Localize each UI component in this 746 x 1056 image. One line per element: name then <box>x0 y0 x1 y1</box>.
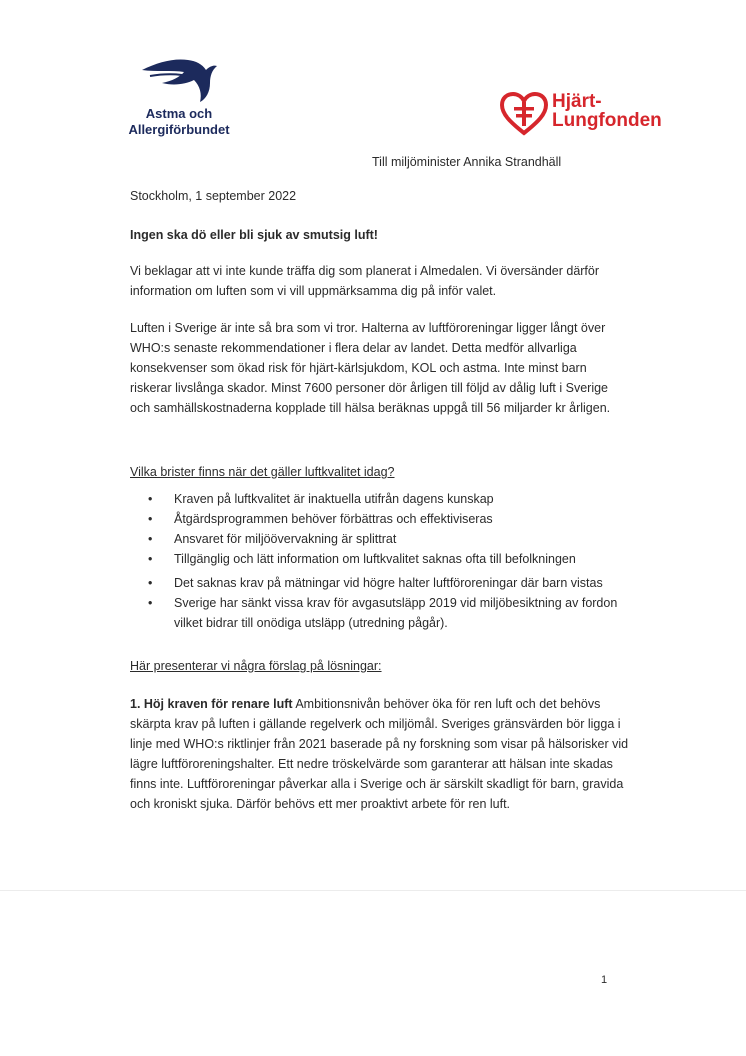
proposal-1-heading: 1. Höj kraven för renare luft <box>130 697 293 711</box>
hjart-lungfonden-logo <box>500 92 680 138</box>
right-logo-line2: Lungfonden <box>552 110 662 131</box>
bullet-icon: • <box>148 596 153 610</box>
bullet-icon: • <box>148 512 153 526</box>
letter-date: Stockholm, 1 september 2022 <box>130 189 297 203</box>
problems-section-title: Vilka brister finns när det gäller luftkvalitet idag? <box>130 465 395 479</box>
bullet-icon: • <box>148 552 153 566</box>
proposal-1-text: Ambitionsnivån behöver öka för ren luft och det behövs skärpta krav på luften i gällande regelverk och miljömål. Sveriges gränsvärden bör ligga i linje med WHO:s riktlinjer från 2021 baserade på ny forskning som visar på hälsorisker vid lägre luftföroreningshalter. Ett nedre tröskelvärde som garanterar att hälsan inte skadas finns inte. Luftföroreningar påverkar alla i Sverige och är särskilt skadligt för barn, gravida och kroniskt sjuka. Därför behövs ett mer proaktivt arbete för ren luft. <box>130 697 629 811</box>
page-divider <box>0 890 746 891</box>
left-logo-line1: Astma och <box>145 106 213 121</box>
list-item <box>130 573 640 593</box>
letter-headline: Ingen ska dö eller bli sjuk av smutsig luft! <box>130 228 378 242</box>
list-item-text: Sverige har sänkt vissa krav för avgasutsläpp 2019 vid miljöbesiktning av fordon vilket bidrar till onödiga utsläpp (utredning pågår). <box>174 596 618 630</box>
left-logo-line2: Allergiförbundet <box>128 122 230 137</box>
bullet-icon: • <box>148 576 153 590</box>
proposal-1-paragraph <box>130 694 630 814</box>
intro-paragraph: Vi beklagar att vi inte kunde träffa dig som planerat i Almedalen. Vi översänder därför information om luften som vi vill uppmärksamma dig på inför valet. <box>130 264 600 298</box>
air-quality-paragraph: Luften i Sverige är inte så bra som vi tror. Halterna av luftföroreningar ligger långt över WHO:s senaste rekommendationer i flera delar av landet. Detta medför allvarliga konsekvenser som ökad risk för hjärt-kärlsjukdom, KOL och astma. Inte minst barn riskerar livslånga skador. Minst 7600 personer dör årligen till följd av dålig luft i Sverige och samhällskostnaderna kopplade till hälsa beräknas uppgå till 56 miljarder kr årligen. <box>130 321 611 415</box>
swallow-bird-icon <box>140 56 218 104</box>
problems-list <box>130 489 640 633</box>
recipient-line: Till miljöminister Annika Strandhäll <box>372 155 562 169</box>
bullet-icon: • <box>148 532 153 546</box>
solutions-section-title: Här presenterar vi några förslag på lösningar: <box>130 659 382 673</box>
list-item <box>130 593 640 633</box>
list-item <box>130 509 640 529</box>
page-number: 1 <box>601 974 608 986</box>
right-logo-line1: Hjärt- <box>552 91 602 112</box>
list-item-text: Tillgänglig och lätt information om luftkvalitet saknas ofta till befolkningen <box>174 552 576 566</box>
list-item-text: Det saknas krav på mätningar vid högre halter luftföroreningar där barn vistas <box>174 576 603 590</box>
heart-cross-icon <box>500 92 548 136</box>
list-item-text: Kraven på luftkvalitet är inaktuella utifrån dagens kunskap <box>174 492 494 506</box>
list-item-text: Åtgärdsprogrammen behöver förbättras och effektiviseras <box>174 512 493 526</box>
bullet-icon: • <box>148 492 153 506</box>
list-item <box>130 529 640 549</box>
list-item <box>130 549 640 569</box>
astma-allergiforbundet-logo <box>104 56 254 140</box>
list-item-text: Ansvaret för miljöövervakning är splittrat <box>174 532 397 546</box>
list-item <box>130 489 640 509</box>
